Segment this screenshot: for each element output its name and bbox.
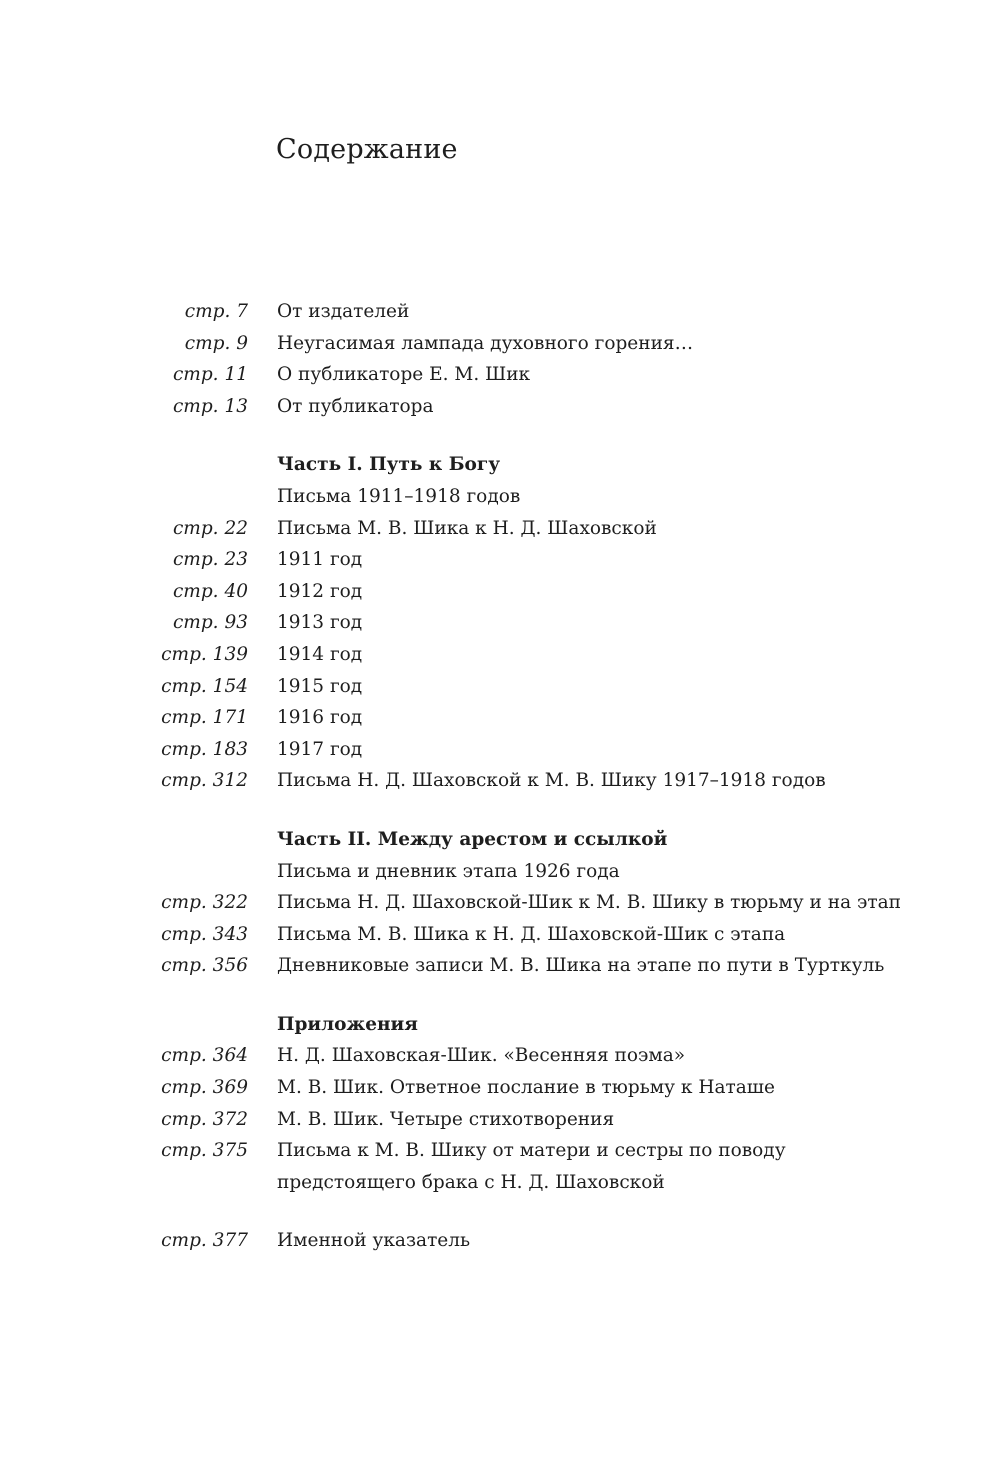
entry-title: 1915 год: [277, 675, 363, 697]
page-number: стр. 343: [161, 923, 248, 945]
page-number: стр. 154: [161, 675, 248, 697]
page-number: стр. 7: [184, 301, 248, 322]
part-subtitle-text: Письма 1911–1918 годов: [277, 485, 521, 507]
entry-title: М. В. Шик. Четыре стихотворения: [277, 1108, 615, 1130]
entry-title: От издателей: [277, 301, 410, 322]
entry-title: От публикатора: [277, 395, 434, 417]
part-heading: [0, 1009, 1000, 1041]
toc-entry[interactable]: [0, 734, 1000, 766]
entry-title: Н. Д. Шаховская-Шик. «Весенняя поэма»: [277, 1045, 686, 1067]
entry-title: 1913 год: [277, 612, 363, 634]
entry-title: предстоящего брака с Н. Д. Шаховской: [277, 1171, 665, 1193]
entry-title: М. В. Шик. Ответное послание в тюрьму к Наташе: [277, 1077, 775, 1099]
page-number: стр. 375: [161, 1140, 248, 1162]
toc-entry[interactable]: [0, 513, 1000, 545]
toc-entry[interactable]: [0, 1104, 1000, 1136]
entry-title: Письма к М. В. Шику от матери и сестры по поводу: [277, 1140, 786, 1162]
toc-entry[interactable]: [0, 919, 1000, 951]
entry-title: 1912 год: [277, 580, 363, 602]
toc-entry-continuation: [0, 1167, 1000, 1199]
entry-title: 1917 год: [277, 738, 363, 760]
entry-title: Письма Н. Д. Шаховской-Шик к М. В. Шику в тюрьму и на этап: [277, 892, 901, 914]
page-number: стр. 183: [161, 738, 248, 760]
part-subtitle: [0, 481, 1000, 513]
entry-title: О публикаторе Е. М. Шик: [277, 364, 531, 386]
entry-title: Дневниковые записи М. В. Шика на этапе по пути в Турткуль: [277, 955, 885, 977]
toc-entry[interactable]: [0, 1225, 1000, 1257]
part-title: Часть I. Путь к Богу: [277, 454, 501, 476]
page-number: стр. 23: [172, 549, 248, 571]
page-number: стр. 139: [161, 643, 248, 665]
page-title: Содержание: [276, 134, 458, 165]
toc-entry[interactable]: [0, 328, 1000, 360]
toc-entry[interactable]: [0, 576, 1000, 608]
page-number: стр. 40: [172, 580, 248, 602]
toc-entry[interactable]: [0, 950, 1000, 982]
entry-title: Письма М. В. Шика к Н. Д. Шаховской: [277, 517, 657, 539]
page-number: стр. 356: [161, 955, 248, 977]
toc-entry[interactable]: [0, 639, 1000, 671]
toc-entry[interactable]: [0, 607, 1000, 639]
entry-title: Письма М. В. Шика к Н. Д. Шаховской-Шик с этапа: [277, 923, 786, 945]
page-number: стр. 93: [172, 612, 248, 634]
page-number: стр. 22: [172, 517, 248, 539]
part-subtitle-text: Письма и дневник этапа 1926 года: [277, 860, 620, 882]
toc-entry[interactable]: [0, 544, 1000, 576]
toc-entry[interactable]: [0, 1040, 1000, 1072]
toc-entry[interactable]: [0, 296, 1000, 328]
part-title: Часть II. Между арестом и ссылкой: [277, 828, 668, 850]
part-subtitle: [0, 856, 1000, 888]
toc-entry[interactable]: [0, 391, 1000, 423]
part-title: Приложения: [277, 1013, 418, 1035]
entry-title: Письма Н. Д. Шаховской к М. В. Шику 1917–1918 годов: [277, 770, 826, 792]
entry-title: Неугасимая лампада духовного горения…: [277, 332, 694, 354]
page-number: стр. 377: [161, 1230, 248, 1252]
page-number: стр. 312: [161, 770, 248, 792]
toc-entry[interactable]: [0, 1072, 1000, 1104]
toc-entry[interactable]: [0, 887, 1000, 919]
entry-title: 1916 год: [277, 707, 363, 729]
part-heading: [0, 824, 1000, 856]
page-number: стр. 171: [161, 707, 248, 729]
toc-entry[interactable]: [0, 359, 1000, 391]
page-number: стр. 372: [161, 1108, 248, 1130]
page-number: стр. 9: [184, 332, 248, 354]
page-number: стр. 11: [172, 364, 248, 386]
entry-title: Именной указатель: [277, 1230, 471, 1252]
toc-entry[interactable]: [0, 1135, 1000, 1167]
page-number: стр. 369: [161, 1077, 248, 1099]
toc-entry[interactable]: [0, 765, 1000, 797]
entry-title: 1914 год: [277, 643, 363, 665]
part-heading: [0, 449, 1000, 481]
page-number: стр. 364: [161, 1045, 248, 1067]
entry-title: 1911 год: [277, 549, 363, 571]
page-number: стр. 13: [172, 395, 248, 417]
page-number: стр. 322: [161, 892, 248, 914]
table-of-contents: [0, 296, 1000, 1257]
toc-entry[interactable]: [0, 702, 1000, 734]
toc-entry[interactable]: [0, 671, 1000, 703]
